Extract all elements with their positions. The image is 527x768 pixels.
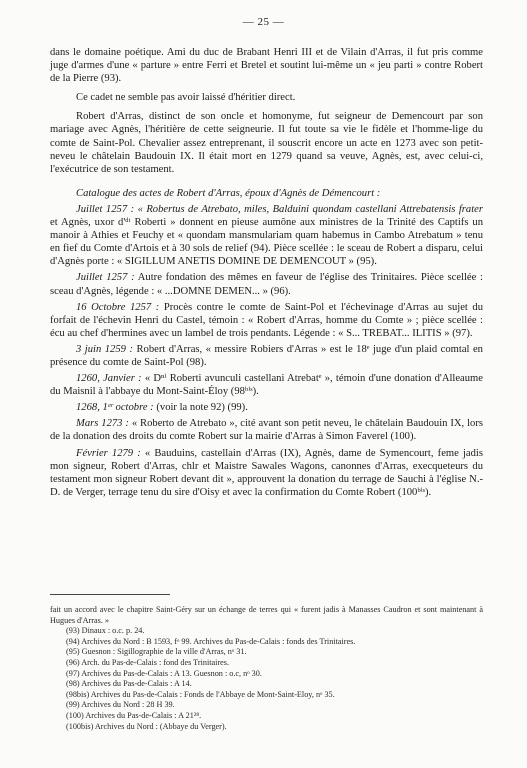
catalog-entry xyxy=(50,203,483,268)
footnote: (94) Archives du Nord : B 1593, fᵒ 99. Archives du Pas-de-Calais : fonds des Trinitaires. xyxy=(66,636,356,646)
entry-text: « Roberto de Atrebato », cité avant son petit neveu, le châtelain Baudouin IX, lors de la donation des droits du comte Robert sur la mairie d'Arras à Simon Faverel (100). xyxy=(50,418,483,443)
entry-date: 16 Octobre 1257 : xyxy=(76,301,160,313)
catalog-entry xyxy=(50,372,483,398)
entry-date: Juillet 1257 : xyxy=(76,272,135,284)
entry-text: Autre fondation des mêmes en faveur de l'église des Trinitaires. Pièce scellée : sceau d'Agnès, légende : « ...DOMNE DEMEN... » (96). xyxy=(50,272,483,297)
footnote: (98bis) Archives du Pas-de-Calais : Fonds de l'Abbaye de Mont-Saint-Eloy, nᵒ 35. xyxy=(66,689,335,699)
footnote: (100bis) Archives du Nord : (Abbaye du Verger). xyxy=(66,721,227,731)
entry-date: Février 1279 : xyxy=(76,447,141,459)
entry-text: Robert d'Arras, « messire Robiers d'Arras » est le 18ᵉ juge d'un plaid comtal en présence du comte de Saint-Pol (98). xyxy=(50,343,483,368)
entry-quote: « Robertus de Atrebato, miles, Balduini quondam castellani Attrebatensis frater xyxy=(137,203,483,215)
footnotes xyxy=(50,605,483,732)
footnote: (98) Archives du Pas-de-Calais : A 14. xyxy=(66,679,192,689)
footnote: (100) Archives du Pas-de-Calais : A 21²⁸. xyxy=(66,710,202,720)
main-text xyxy=(50,46,483,499)
catalog-entry xyxy=(50,401,483,414)
entry-date: Juillet 1257 : xyxy=(76,203,135,215)
footnote: (97) Archives du Pas-de-Calais : A 13. Guesnon : o.c, nᵒ 30. xyxy=(66,668,262,678)
entry-date: 1268, 1ᵉʳ octobre : xyxy=(76,402,154,414)
catalog-title: Catalogue des actes de Robert d'Arras, époux d'Agnès de Démencourt : xyxy=(76,187,381,199)
paragraph: Ce cadet ne semble pas avoir laissé d'héritier direct. xyxy=(76,92,296,104)
entry-date: Mars 1273 : xyxy=(76,418,129,430)
entry-text: « Dⁿⁱ Roberti avunculi castellani Atrebatᵉ », témoin d'une donation d'Alleaume du Maisnil à l'abbaye du Mont-Saint-Éloy (98ᵇⁱˢ). xyxy=(50,373,483,398)
entry-text: (voir la note 92) (99). xyxy=(153,402,248,414)
entry-date: 1260, Janvier : xyxy=(76,373,142,385)
footnote: (99) Archives du Nord : 28 H 39. xyxy=(66,700,175,710)
catalog-entry xyxy=(50,301,483,340)
catalog-entry xyxy=(50,271,483,297)
catalog-entry xyxy=(50,447,483,499)
footnote: fait un accord avec le chapitre Saint-Géry sur un échange de terres qui « furent jadis à Manasses Caudron et sont maintenant à Hugues d'Arras. » xyxy=(50,605,483,625)
entry-text: et Agnès, uxor d'ᵈᵗ Roberti » donnent en pieuse aumône aux ministres de la Trinité des Captifs un manoir à Athies et Feuchy et « quondam mansmulariam quam habemus in Cambo Atrebatum » tenu en fief du Comte d'Artois et à 30 sols de relief (94). Pièce scellée : le sceau de Robert a disparu, celui d'Agnès porte : « SIGILLUM ANETIS DOMINE DE DEMENCOUT » (95). xyxy=(50,217,483,268)
paragraph: Robert d'Arras, distinct de son oncle et homonyme, fut seigneur de Demencourt par son mariage avec Agnès, l'héritière de cette seigneurie. Il fut toute sa vie le fidèle et l'homme-lige du comte de Saint-Pol. Chevalier assez entreprenant, il souscrit encore un acte en 1273 avec son petit-neveu le châtelain Baudouin IX. Il était mort en 1279 quand sa veuve, Agnès, est, avec celui-ci, l'exécutrice de son testament. xyxy=(50,111,483,175)
catalog-entry xyxy=(50,343,483,369)
page-number: — 25 — xyxy=(242,16,285,28)
paragraph: dans le domaine poétique. Ami du duc de Brabant Henri III et de Vilain d'Arras, il fut pris comme juge d'armes d'une « parture » entre Ferri et Bretel et soutint lui-même un « jeu parti » contre Robert de la Pierre (93). xyxy=(50,47,483,85)
footnote: (95) Guesnon : Sigillographie de la ville d'Arras, nᵒ 31. xyxy=(66,647,247,657)
footnote-divider xyxy=(50,594,170,595)
entry-text: Procès contre le comte de Saint-Pol et l'échevinage d'Arras au sujet du forfait de l'échevin Henri du Castel, témoin : « Robert d'Arras, homme du Comte » ; pièce scellée : écu au chef d'hermines avec un lambel de trois pendants. Légende : « S... TREBAT... ILITIS » (97). xyxy=(50,301,484,339)
entry-date: 3 juin 1259 : xyxy=(76,343,133,355)
catalog-entry xyxy=(50,417,483,443)
footnote: (96) Arch. du Pas-de-Calais : fond des Trinitaires. xyxy=(66,657,230,667)
entry-text: « Bauduins, castellain d'Arras (IX), Agnès, dame de Symencourt, feme jadis mon signeur, Robert d'Arras, chlr et Maistre Sawales Wagons, canonnes d'Arras, execqueteurs du testament mon signeur Robert devant dit », approuvent la donation du terrage de Sauchi à l'église N.-D. de Verger, terrage tenu du sire d'Oisy et avec la confirmation du Comte Robert (100ᵇⁱˢ). xyxy=(50,447,483,498)
footnote: (93) Dinaux : o.c. p. 24. xyxy=(66,626,145,636)
